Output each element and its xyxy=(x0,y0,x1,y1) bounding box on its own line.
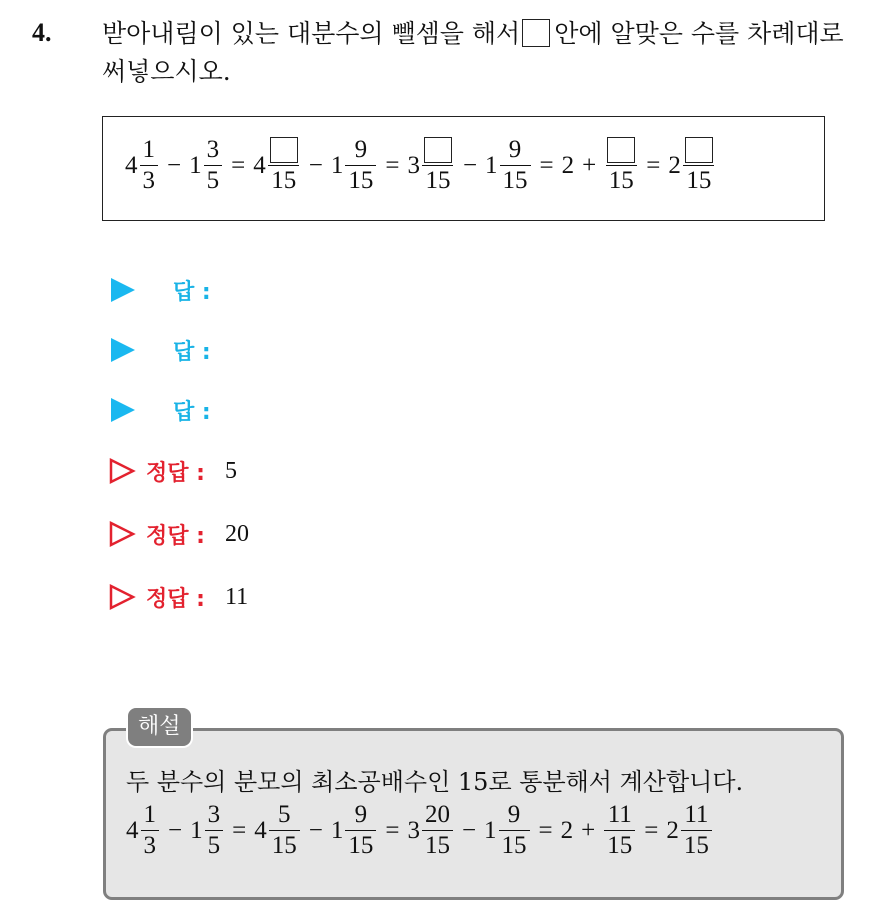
play-triangle-icon xyxy=(111,338,135,362)
equals-sign: = xyxy=(385,151,400,179)
answer-blank-3[interactable] xyxy=(607,137,635,163)
fraction-with-blank: 15 xyxy=(683,135,715,196)
question-text-after: 안에 알맞은 수를 차례대로 써넣으시오. xyxy=(102,19,844,86)
minus-sign: − xyxy=(462,151,478,179)
fraction: $\frac{5}{15}$ xyxy=(269,800,300,861)
fraction-with-blank: 15 xyxy=(268,135,300,196)
answer-blank-4[interactable] xyxy=(685,137,713,163)
play-triangle-icon xyxy=(111,398,135,422)
question-text xyxy=(102,15,872,91)
mixed-whole: 4 xyxy=(126,816,139,844)
equation xyxy=(125,135,716,196)
minus-sign: − xyxy=(308,151,323,179)
correct-answer-row-2 xyxy=(108,516,249,552)
question-text-before: 받아내림이 있는 대분수의 뺄셈을 해서 xyxy=(102,19,521,48)
plus-sign: + xyxy=(581,816,596,844)
solution-text: 두 분수의 분모의 최소공배수인 15로 통분해서 계산합니다. xyxy=(126,768,744,796)
answer-label: 답 : xyxy=(173,339,211,365)
mixed-whole: 4 xyxy=(254,816,267,844)
correct-answer-label: 정답 : xyxy=(146,523,205,549)
fraction: $\frac{3}{5}$ xyxy=(205,800,224,861)
answer-label: 답 : xyxy=(173,279,211,305)
outline-triangle-icon xyxy=(108,520,136,548)
mixed-whole: 1 xyxy=(190,816,203,844)
fraction: $\frac{9}{15}$ xyxy=(500,135,531,196)
mixed-whole: 1 xyxy=(330,151,344,179)
equals-sign: = xyxy=(385,816,400,844)
correct-answer-row-1 xyxy=(108,453,237,489)
integer: 2 xyxy=(561,151,575,179)
minus-sign: − xyxy=(168,816,183,844)
answer-label: 답 : xyxy=(173,399,211,425)
mixed-whole: 4 xyxy=(253,151,266,179)
mixed-whole: 1 xyxy=(485,151,498,179)
play-triangle-icon xyxy=(111,278,135,302)
mixed-whole: 3 xyxy=(407,816,420,844)
outline-triangle-icon xyxy=(108,583,136,611)
fraction-with-blank: 15 xyxy=(422,135,454,196)
fraction: $\frac{11}{15}$ xyxy=(604,800,635,861)
fraction-with-blank: 15 xyxy=(605,135,637,196)
blank-box-icon xyxy=(522,19,550,47)
answer-row-1[interactable] xyxy=(108,272,211,308)
equals-sign: = xyxy=(231,151,246,179)
minus-sign: − xyxy=(167,151,182,179)
mixed-whole: 2 xyxy=(666,816,679,844)
mixed-whole: 1 xyxy=(330,816,344,844)
correct-answer-value: 20 xyxy=(224,520,249,547)
correct-answer-value: 5 xyxy=(224,457,237,484)
solution-equation xyxy=(126,800,713,861)
correct-answer-label: 정답 : xyxy=(146,586,205,612)
integer: 2 xyxy=(560,816,574,844)
equals-sign: = xyxy=(538,816,553,844)
fraction: $\frac{11}{15}$ xyxy=(681,800,712,861)
equals-sign: = xyxy=(646,151,661,179)
question-number: 4. xyxy=(32,18,52,47)
minus-sign: − xyxy=(461,816,477,844)
fraction: $\frac{20}{15}$ xyxy=(422,800,453,861)
equation-box xyxy=(102,116,825,221)
answer-row-2[interactable] xyxy=(108,332,211,368)
mixed-whole: 1 xyxy=(484,816,497,844)
mixed-whole: 1 xyxy=(189,151,202,179)
mixed-whole: 2 xyxy=(668,151,681,179)
fraction: $\frac{9}{15}$ xyxy=(345,135,376,196)
fraction: $\frac{9}{15}$ xyxy=(499,800,530,861)
solution-tab: 해설 xyxy=(128,708,191,746)
fraction: $\frac{1}{3}$ xyxy=(141,800,160,861)
fraction: $\frac{3}{5}$ xyxy=(204,135,223,196)
equals-sign: = xyxy=(232,816,247,844)
fraction: $\frac{1}{3}$ xyxy=(140,135,159,196)
outline-triangle-icon xyxy=(108,457,136,485)
answer-row-3[interactable] xyxy=(108,392,211,428)
equals-sign: = xyxy=(644,816,659,844)
answer-blank-2[interactable] xyxy=(424,137,452,163)
mixed-whole: 3 xyxy=(407,151,420,179)
correct-answer-value: 11 xyxy=(224,583,249,610)
equals-sign: = xyxy=(539,151,554,179)
correct-answer-row-3 xyxy=(108,579,248,615)
answer-blank-1[interactable] xyxy=(270,137,298,163)
correct-answer-label: 정답 : xyxy=(146,460,205,486)
minus-sign: − xyxy=(308,816,323,844)
fraction: $\frac{9}{15}$ xyxy=(345,800,376,861)
plus-sign: + xyxy=(582,151,597,179)
mixed-whole: 4 xyxy=(125,151,138,179)
